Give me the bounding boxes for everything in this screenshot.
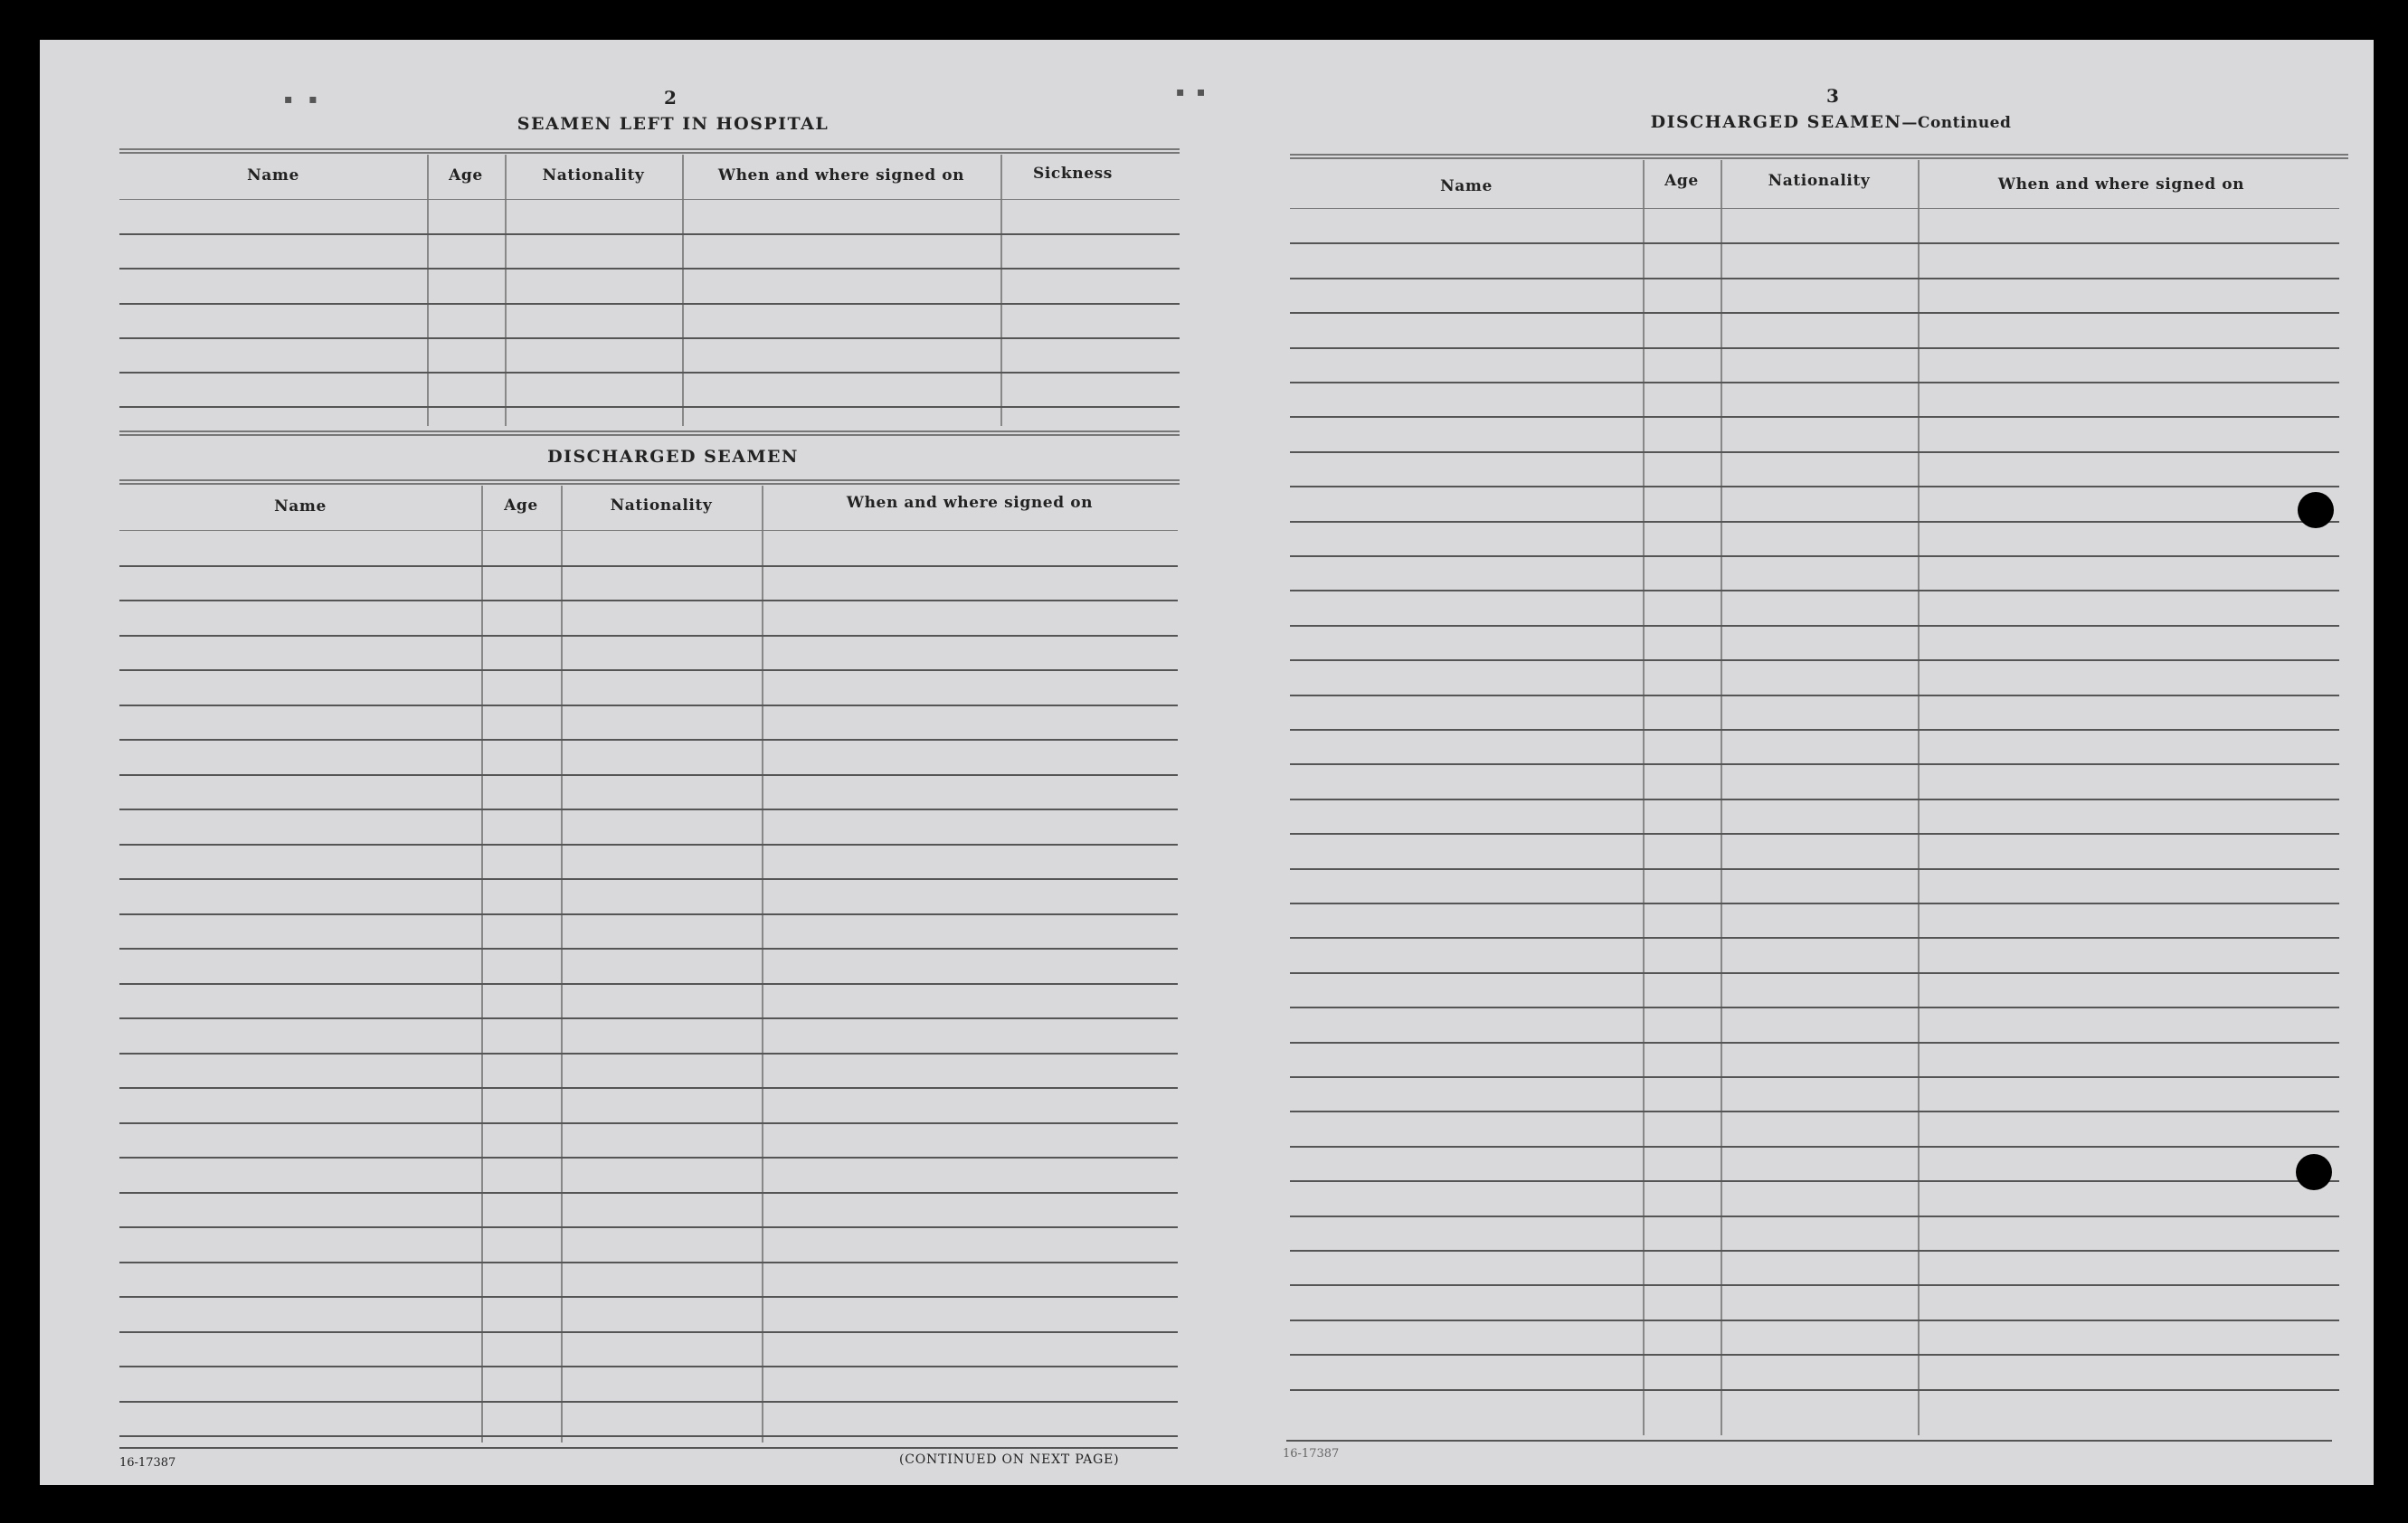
right-row-line [1290,382,2339,383]
discharged-row-line [119,1192,1178,1194]
right-row-line [1290,659,2339,661]
hospital-row-line [119,233,1180,235]
right-row-line [1290,1284,2339,1286]
right-row-line [1290,278,2339,279]
discharged-row-line [119,1366,1178,1367]
form-sheet [40,40,2374,1485]
right-row-line [1290,486,2339,487]
hospital-col-divider [427,155,429,426]
right-row-line [1290,1146,2339,1148]
right-header-age: Age [1664,172,1699,190]
right-row-line [1290,695,2339,696]
hospital-header-nationality: Nationality [542,166,645,184]
right-row-line [1290,1111,2339,1112]
discharged-row-line [119,1122,1178,1124]
left-page-number: 2 [664,87,677,109]
hospital-bottom-rule [119,430,1180,436]
right-row-line [1290,729,2339,731]
right-row-line [1290,208,2339,209]
right-row-line [1290,1076,2339,1078]
right-row-line [1290,242,2339,244]
hospital-col-divider [1000,155,1002,426]
right-row-line [1290,347,2339,349]
ink-specks: ▪ ▪ [1176,85,1206,99]
hospital-top-rule [119,148,1180,154]
right-row-line [1290,1389,2339,1391]
discharged-row-line [119,913,1178,915]
discharged-row-line [119,565,1178,567]
hospital-header-signed-on: When and where signed on [717,166,965,184]
discharged-row-line [119,878,1178,880]
right-row-line [1290,937,2339,939]
discharged-row-line [119,844,1178,846]
hospital-row-line [119,303,1180,305]
right-row-line [1290,521,2339,523]
right-row-line [1290,1354,2339,1356]
right-row-line [1290,555,2339,557]
right-top-rule [1290,154,2348,159]
right-row-line [1290,1320,2339,1321]
hospital-header-age: Age [449,166,483,184]
right-header-name: Name [1440,177,1493,195]
right-row-line [1290,1042,2339,1044]
right-row-line [1290,868,2339,870]
right-row-line [1290,451,2339,453]
discharged-row-line [119,1401,1178,1403]
ink-specks: ▪ ▪ [284,92,318,107]
right-row-line [1290,799,2339,800]
right-row-line [1290,972,2339,974]
discharged-row-line [119,1017,1178,1019]
right-row-line [1290,833,2339,835]
discharged-row-line [119,1226,1178,1228]
right-page-number: 3 [1826,85,1839,107]
right-header-signed-on: When and where signed on [1997,175,2245,194]
right-bottom-rule [1286,1440,2332,1442]
discharged-row-line [119,983,1178,985]
continued-note: (CONTINUED ON NEXT PAGE) [899,1452,1120,1467]
right-row-line [1290,1007,2339,1008]
right-row-line [1290,416,2339,418]
discharged-col-divider [481,486,483,1443]
discharged-header-signed-on: When and where signed on [846,494,1094,512]
hospital-row-line [119,199,1180,200]
right-title-suffix: —Continued [1901,114,2012,132]
right-title-main: DISCHARGED SEAMEN [1650,112,1902,132]
punch-hole [2298,492,2334,528]
discharged-row-line [119,705,1178,706]
discharged-row-line [119,739,1178,741]
hospital-col-divider [505,155,507,426]
right-row-line [1290,1250,2339,1252]
discharged-header-age: Age [504,497,538,515]
right-row-line [1290,1180,2339,1182]
discharged-row-line [119,1331,1178,1333]
discharged-row-line [119,1157,1178,1159]
discharged-header-name: Name [274,497,327,516]
discharged-row-line [119,1435,1178,1437]
discharged-top-rule [119,479,1180,485]
discharged-section-title: DISCHARGED SEAMEN [547,447,799,467]
discharged-row-line [119,1262,1178,1263]
hospital-col-divider [682,155,684,426]
discharged-bottom-rule [119,1447,1178,1449]
discharged-col-divider [561,486,563,1443]
punch-hole [2296,1154,2332,1190]
hospital-row-line [119,406,1180,408]
hospital-row-line [119,268,1180,270]
hospital-section-title: SEAMEN LEFT IN HOSPITAL [517,114,830,134]
discharged-header-nationality: Nationality [610,497,713,515]
hospital-header-sickness: Sickness [1033,165,1113,183]
discharged-col-divider [762,486,763,1443]
left-form-number: 16-17387 [119,1456,176,1470]
right-header-nationality: Nationality [1768,172,1871,190]
right-form-number: 16-17387 [1283,1447,1340,1461]
discharged-row-line [119,1087,1178,1089]
hospital-header-name: Name [247,166,299,184]
right-row-line [1290,903,2339,904]
right-row-line [1290,312,2339,314]
discharged-row-line [119,809,1178,810]
hospital-row-line [119,372,1180,374]
right-row-line [1290,763,2339,765]
hospital-row-line [119,337,1180,339]
discharged-row-line [119,669,1178,671]
discharged-row-line [119,600,1178,601]
right-section-title [1541,112,2120,132]
discharged-row-line [119,635,1178,637]
right-row-line [1290,1216,2339,1217]
discharged-row-line [119,1296,1178,1298]
right-row-line [1290,590,2339,591]
discharged-row-line [119,948,1178,950]
right-row-line [1290,625,2339,627]
discharged-row-line [119,530,1178,531]
discharged-row-line [119,1053,1178,1055]
discharged-row-line [119,774,1178,776]
